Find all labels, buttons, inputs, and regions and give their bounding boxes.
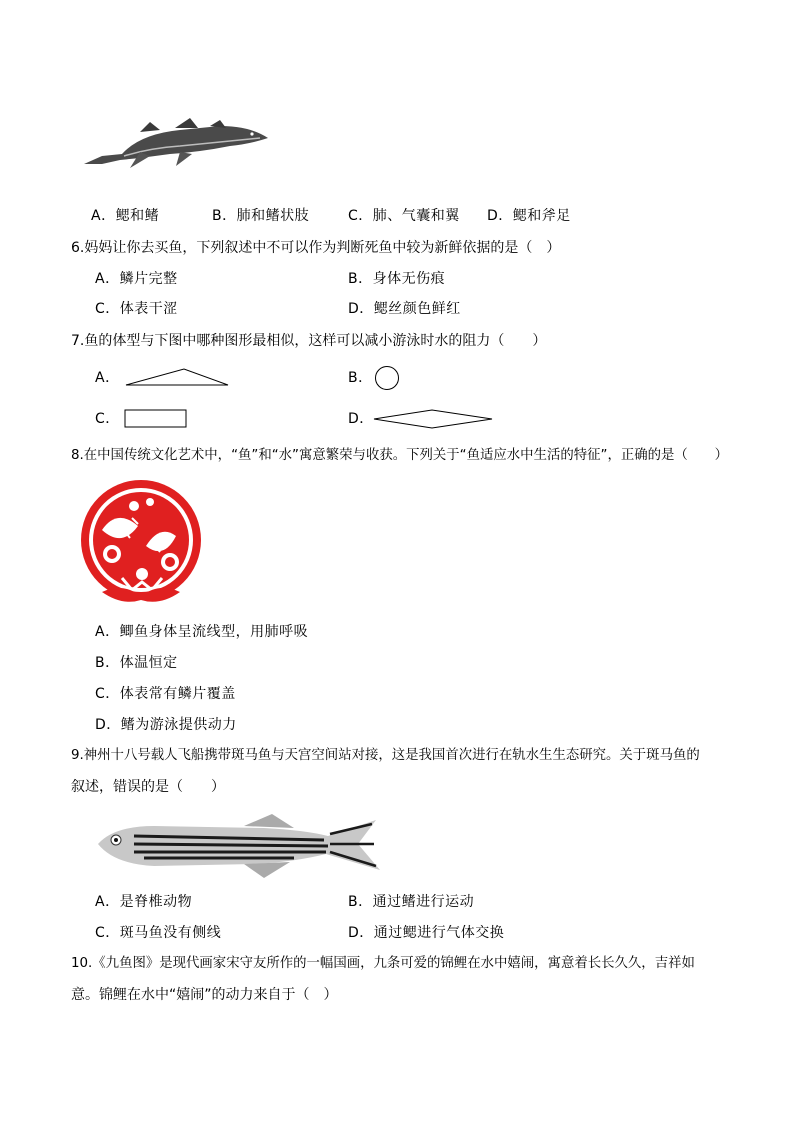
q8-option-d: D．鳍为游泳提供动力 [95, 717, 237, 733]
q7-option-c: C． [95, 411, 120, 427]
q7-option-d: D． [348, 411, 374, 427]
q10-stem-line1: 10.《九鱼图》是现代画家宋守友所作的一幅国画，九条可爱的锦鲤在水中嬉闹，寓意着长长久久，吉祥如 [71, 956, 695, 971]
q10-stem-line2: 意。锦鲤在水中“嬉闹”的动力来自于（ ） [71, 987, 338, 1003]
rectangle-shape [124, 409, 188, 429]
q6-option-c: C．体表干涩 [95, 301, 178, 317]
sturgeon-image [80, 112, 275, 172]
q9-stem-line1: 9.神州十八号载人飞船携带斑马鱼与天宫空间站对接，这是我国首次进行在轨水生生态研究。关于斑马鱼的 [71, 748, 700, 763]
q9-option-c: C．斑马鱼没有侧线 [95, 925, 222, 941]
fish-papercut-image [72, 478, 210, 608]
q7-option-a: A． [95, 370, 120, 386]
q5-option-d: D．鳃和斧足 [487, 208, 571, 224]
triangle-shape [124, 367, 230, 387]
q7-stem: 7.鱼的体型与下图中哪种图形最相似，这样可以减小游泳时水的阻力（ ） [71, 333, 547, 349]
q6-option-b: B．身体无伤痕 [348, 271, 446, 287]
circle-shape [374, 365, 402, 391]
q6-option-d: D．鳃丝颜色鲜红 [348, 301, 461, 317]
q9-option-a: A．是脊椎动物 [95, 894, 193, 910]
q5-option-b: B．肺和鳍状肢 [212, 208, 310, 224]
q8-option-b: B．体温恒定 [95, 655, 178, 671]
q5-option-a: A．鳃和鳍 [91, 208, 160, 224]
q6-stem: 6.妈妈让你去买鱼，下列叙述中不可以作为判断死鱼中较为新鲜依据的是（ ） [71, 240, 561, 256]
rhombus-shape [372, 408, 496, 430]
q8-stem: 8.在中国传统文化艺术中，“鱼”和“水”寓意繁荣与收获。下列关于“鱼适应水中生活的特征”，正确的是（ ） [71, 448, 728, 463]
q8-option-a: A．鲫鱼身体呈流线型，用肺呼吸 [95, 624, 309, 640]
q8-option-c: C．体表常有鳞片覆盖 [95, 686, 236, 702]
q6-option-a: A．鳞片完整 [95, 271, 178, 287]
q9-option-d: D．通过鳃进行气体交换 [348, 925, 505, 941]
q5-option-c: C．肺、气囊和翼 [348, 208, 460, 224]
zebrafish-image [94, 812, 384, 882]
q9-stem-line2: 叙述，错误的是（ ） [71, 779, 225, 795]
q7-option-b: B． [348, 370, 373, 386]
q9-option-b: B．通过鳍进行运动 [348, 894, 475, 910]
